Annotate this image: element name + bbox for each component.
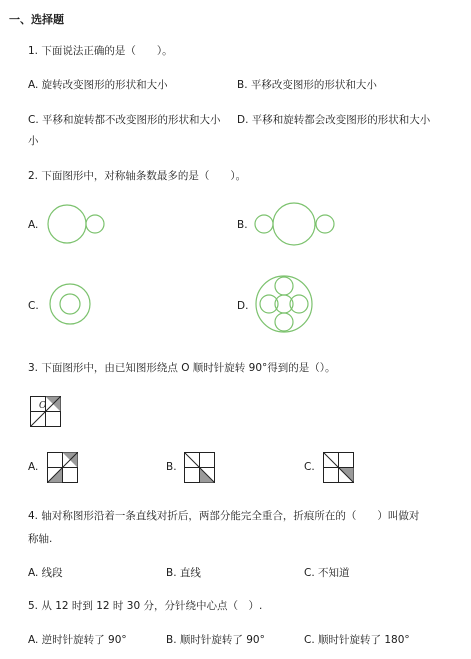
question-3-stem: 3. 下面图形中，由已知图形绕点 O 顺时针旋转 90°得到的是（）。 [28,362,336,374]
q2-label-c[interactable]: C. [28,300,39,312]
q2-figure-b [253,200,339,248]
q3-label-b[interactable]: B. [166,461,177,473]
q2-figure-a [45,202,107,246]
q5-option-b[interactable]: B. 顺时针旋转了 90° [166,634,265,646]
q1-option-d[interactable]: D. 平移和旋转都会改变图形的形状和大小 [237,114,431,126]
question-4-stem: 4. 轴对称图形沿着一条直线对折后，两部分能完全重合，折痕所在的（ ）叫做对 [28,510,420,522]
question-5-stem: 5. 从 12 时到 12 时 30 分，分针绕中心点（ ）. [28,600,263,612]
q1-option-c-wrap: 小 [28,135,39,147]
section-title: 一、选择题 [9,13,64,26]
q3-option-c-figure [323,452,355,484]
q4-option-b[interactable]: B. 直线 [166,567,201,579]
q1-option-b[interactable]: B. 平移改变图形的形状和大小 [237,79,377,91]
q5-option-c[interactable]: C. 顺时针旋转了 180° [304,634,410,646]
q1-option-a[interactable]: A. 旋转改变图形的形状和大小 [28,79,168,91]
question-1-stem: 1. 下面说法正确的是（ ）。 [28,45,173,57]
q3-label-a[interactable]: A. [28,461,39,473]
q2-label-d[interactable]: D. [237,300,249,312]
q2-label-b[interactable]: B. [237,219,248,231]
q3-label-c[interactable]: C. [304,461,315,473]
q4-option-a[interactable]: A. 线段 [28,567,63,579]
q3-option-a-figure [47,452,79,484]
q2-label-a[interactable]: A. [28,219,39,231]
question-2-stem: 2. 下面图形中，对称轴条数最多的是（ ）。 [28,170,247,182]
q1-option-c[interactable]: C. 平移和旋转都不改变图形的形状和大小 [28,114,221,126]
q3-point-o-label: O [39,401,47,411]
q4-option-c[interactable]: C. 不知道 [304,567,350,579]
q2-figure-d [255,274,315,336]
q3-option-b-figure [184,452,216,484]
question-4-stem-wrap: 称轴. [28,533,53,545]
q3-given-figure [30,396,62,428]
q5-option-a[interactable]: A. 逆时针旋转了 90° [28,634,127,646]
q2-figure-c [49,283,95,329]
